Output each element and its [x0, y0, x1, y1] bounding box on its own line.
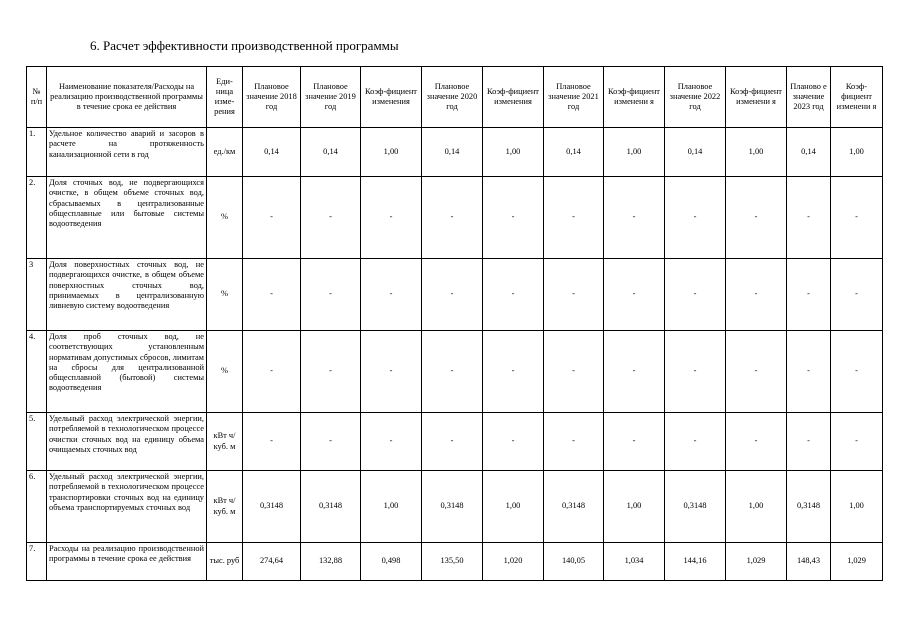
- cell-plan-2020: 135,50: [422, 543, 483, 581]
- cell-plan-2023: 148,43: [787, 543, 831, 581]
- row-indicator-name: Доля проб сточных вод, не соответствующих установленным нормативам допустимых сбросов, лимитам на сбросы для централизованной общесплавной (бытовой) системы водоотведения: [47, 331, 207, 413]
- cell-plan-2022: 144,16: [665, 543, 726, 581]
- row-number: 6.: [27, 471, 47, 543]
- cell-coef-2019: 1,00: [361, 128, 422, 177]
- row-number: 3: [27, 259, 47, 331]
- table-row: [27, 128, 883, 177]
- cell-coef-2019: -: [361, 177, 422, 259]
- header-plan-2019: Плановое значение 2019 год: [301, 67, 361, 128]
- cell-plan-2022: -: [665, 413, 726, 471]
- cell-coef-2022: -: [726, 331, 787, 413]
- cell-coef-2023: 1,00: [831, 128, 883, 177]
- cell-plan-2018: -: [243, 259, 301, 331]
- cell-coef-2021: -: [604, 413, 665, 471]
- row-unit: тыс. руб: [207, 543, 243, 581]
- cell-plan-2019: -: [301, 259, 361, 331]
- cell-coef-2023: -: [831, 331, 883, 413]
- cell-plan-2018: 0,3148: [243, 471, 301, 543]
- cell-plan-2022: 0,14: [665, 128, 726, 177]
- cell-plan-2022: -: [665, 331, 726, 413]
- cell-coef-2022: -: [726, 259, 787, 331]
- cell-coef-2021: 1,034: [604, 543, 665, 581]
- cell-plan-2018: -: [243, 177, 301, 259]
- cell-coef-2020: -: [483, 331, 544, 413]
- header-num: № п/п: [27, 67, 47, 128]
- cell-plan-2018: -: [243, 331, 301, 413]
- efficiency-table: [26, 66, 883, 581]
- cell-coef-2019: -: [361, 331, 422, 413]
- cell-coef-2020: -: [483, 177, 544, 259]
- header-coef-2023: Коэф-фициент изменени я: [831, 67, 883, 128]
- row-unit: ед./км: [207, 128, 243, 177]
- cell-plan-2018: 274,64: [243, 543, 301, 581]
- cell-plan-2020: -: [422, 413, 483, 471]
- cell-coef-2023: 1,029: [831, 543, 883, 581]
- header-unit: Еди-ница изме-рения: [207, 67, 243, 128]
- cell-coef-2021: 1,00: [604, 128, 665, 177]
- header-plan-2023: Планово е значение 2023 год: [787, 67, 831, 128]
- table-row: [27, 331, 883, 413]
- cell-coef-2022: 1,00: [726, 471, 787, 543]
- cell-plan-2020: 0,3148: [422, 471, 483, 543]
- cell-plan-2019: 0,14: [301, 128, 361, 177]
- cell-plan-2019: 132,88: [301, 543, 361, 581]
- row-unit: %: [207, 177, 243, 259]
- cell-coef-2021: 1,00: [604, 471, 665, 543]
- header-plan-2022: Плановое значение 2022 год: [665, 67, 726, 128]
- header-plan-2021: Плановое значение 2021 год: [544, 67, 604, 128]
- table-row: [27, 471, 883, 543]
- cell-coef-2020: -: [483, 413, 544, 471]
- cell-plan-2021: -: [544, 259, 604, 331]
- cell-coef-2020: 1,020: [483, 543, 544, 581]
- cell-coef-2022: 1,029: [726, 543, 787, 581]
- header-plan-2018: Плановое значение 2018 год: [243, 67, 301, 128]
- table-header-row: [27, 67, 883, 128]
- header-coef-2020: Коэф-фициент изменения: [483, 67, 544, 128]
- header-coef-2019: Коэф-фициент изменения: [361, 67, 422, 128]
- table-row: [27, 543, 883, 581]
- row-unit: %: [207, 259, 243, 331]
- row-indicator-name: Удельное количество аварий и засоров в расчете на протяженность канализационной сети в год: [47, 128, 207, 177]
- cell-coef-2020: 1,00: [483, 471, 544, 543]
- cell-coef-2022: -: [726, 413, 787, 471]
- row-number: 1.: [27, 128, 47, 177]
- cell-coef-2019: 1,00: [361, 471, 422, 543]
- cell-plan-2022: -: [665, 177, 726, 259]
- cell-plan-2022: 0,3148: [665, 471, 726, 543]
- cell-plan-2021: -: [544, 331, 604, 413]
- row-indicator-name: Расходы на реализацию производственной программы в течение срока ее действия: [47, 543, 207, 581]
- cell-coef-2019: -: [361, 413, 422, 471]
- cell-plan-2020: -: [422, 331, 483, 413]
- cell-plan-2021: -: [544, 413, 604, 471]
- row-number: 7.: [27, 543, 47, 581]
- cell-plan-2021: 0,3148: [544, 471, 604, 543]
- cell-plan-2019: -: [301, 413, 361, 471]
- row-indicator-name: Удельный расход электрической энергии, потребляемой в технологическом процессе транспортировки сточных вод на единицу объема транспортируемых сточных вод: [47, 471, 207, 543]
- cell-plan-2023: -: [787, 331, 831, 413]
- cell-plan-2020: -: [422, 177, 483, 259]
- cell-plan-2021: -: [544, 177, 604, 259]
- cell-plan-2020: 0,14: [422, 128, 483, 177]
- cell-coef-2021: -: [604, 331, 665, 413]
- cell-coef-2021: -: [604, 177, 665, 259]
- cell-plan-2020: -: [422, 259, 483, 331]
- cell-plan-2023: -: [787, 177, 831, 259]
- row-indicator-name: Доля поверхностных сточных вод, не подвергающихся очистке, в общем объеме поверхностных сточных вод, принимаемых в централизованную ливневую систему водоотведения: [47, 259, 207, 331]
- row-unit: %: [207, 331, 243, 413]
- cell-coef-2019: -: [361, 259, 422, 331]
- cell-plan-2019: -: [301, 177, 361, 259]
- row-number: 2.: [27, 177, 47, 259]
- cell-plan-2018: 0,14: [243, 128, 301, 177]
- cell-plan-2023: 0,14: [787, 128, 831, 177]
- table-row: [27, 413, 883, 471]
- cell-plan-2019: -: [301, 331, 361, 413]
- cell-plan-2023: -: [787, 413, 831, 471]
- header-plan-2020: Плановое значение 2020 год: [422, 67, 483, 128]
- cell-coef-2022: 1,00: [726, 128, 787, 177]
- cell-coef-2023: -: [831, 413, 883, 471]
- cell-coef-2021: -: [604, 259, 665, 331]
- row-indicator-name: Доля сточных вод, не подвергающихся очистке, в общем объеме сточных вод, сбрасываемых в централизованные общесплавные или бытовые системы водоотведения: [47, 177, 207, 259]
- section-heading: 6. Расчет эффективности производственной программы: [90, 38, 399, 53]
- header-name: Наименование показателя/Расходы на реализацию производственной программы в течение срока ее действия: [47, 67, 207, 128]
- cell-plan-2019: 0,3148: [301, 471, 361, 543]
- header-coef-2021: Коэф-фициент изменени я: [604, 67, 665, 128]
- cell-coef-2023: -: [831, 177, 883, 259]
- cell-coef-2022: -: [726, 177, 787, 259]
- cell-plan-2021: 140,05: [544, 543, 604, 581]
- cell-plan-2023: 0,3148: [787, 471, 831, 543]
- table-row: [27, 177, 883, 259]
- cell-coef-2019: 0,498: [361, 543, 422, 581]
- row-unit: кВт ч/куб. м: [207, 413, 243, 471]
- table-row: [27, 259, 883, 331]
- cell-plan-2022: -: [665, 259, 726, 331]
- cell-plan-2018: -: [243, 413, 301, 471]
- header-coef-2022: Коэф-фициент изменени я: [726, 67, 787, 128]
- row-indicator-name: Удельный расход электрической энергии, потребляемой в технологическом процессе очистки сточных вод на единицу объема очищаемых сточных вод: [47, 413, 207, 471]
- row-number: 5.: [27, 413, 47, 471]
- cell-plan-2021: 0,14: [544, 128, 604, 177]
- cell-coef-2023: 1,00: [831, 471, 883, 543]
- cell-plan-2023: -: [787, 259, 831, 331]
- cell-coef-2023: -: [831, 259, 883, 331]
- cell-coef-2020: -: [483, 259, 544, 331]
- cell-coef-2020: 1,00: [483, 128, 544, 177]
- row-number: 4.: [27, 331, 47, 413]
- row-unit: кВт ч/куб. м: [207, 471, 243, 543]
